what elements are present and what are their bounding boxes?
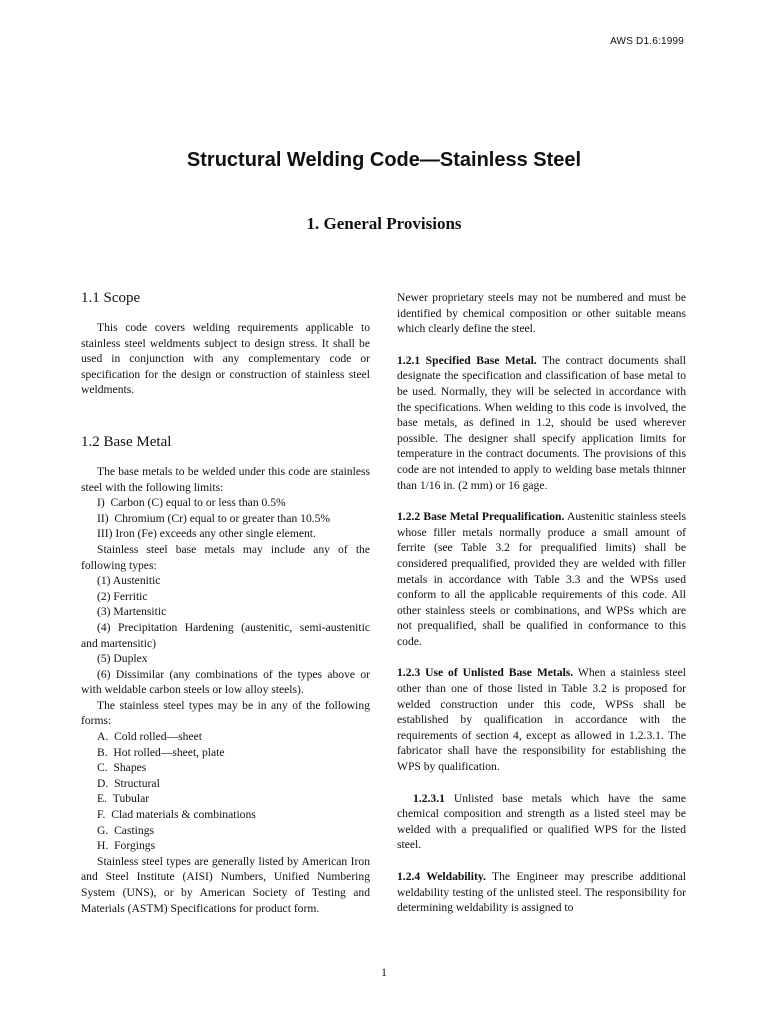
chapter-title: 1. General Provisions [306,214,462,233]
listing-paragraph: Stainless steel types are generally listed by American Iron and Steel Institute (AISI) Numbers, Unified Numbering System (UNS), or by American Society of Testing and Materials (ASTM) Specifications for product form. [81,854,370,915]
section-1-2-3-1-text: Unlisted base metals which have the same chemical composition and strength as a listed steel may be welded with a prequalified or qualified WPS for the listed steel. [397,791,686,852]
types-intro: Stainless steel base metals may include any of the following types: [81,542,370,572]
form-item: G. Castings [97,823,155,837]
section-1-2-3-text: When a stainless steel other than one of those listed in Table 3.2 is proposed for welded construction under this code, WPSs shall be established by qualification in accordance with the requirements of section 4, except as allowed in 1.2.3.1. The fabricator shall have the responsibility for establishing the WPS by qualification. [397,666,686,774]
type-item: (2) Ferritic [97,589,148,603]
section-1-2-3 [397,665,686,774]
section-1-2-4-heading: 1.2.4 Weldability. [397,870,486,883]
form-item: C. Shapes [97,761,147,775]
type-item: (1) Austenitic [97,574,161,588]
form-item: A. Cold rolled—sheet [97,730,202,744]
type-item: (6) Dissimilar (any combinations of the types above or with weldable carbon steels or low alloy steels). [81,667,370,697]
section-1-2-3-1 [397,791,686,853]
section-1-2-2-heading: 1.2.2 Base Metal Prequalification. [397,510,565,524]
section-1-2-4 [397,869,686,916]
form-item: E. Tubular [97,792,150,806]
forms-intro: The stainless steel types may be in any of the following forms: [81,698,370,728]
section-1-2-1-heading: 1.2.1 Specified Base Metal. [397,353,537,367]
scope-heading: 1.1 Scope [81,290,141,306]
base-metal-intro: The base metals to be welded under this code are stainless steel with the following limits: [81,464,370,494]
document-code-header: AWS D1.6:1999 [610,36,684,47]
limit-item: I) Carbon (C) equal to or less than 0.5% [97,496,286,510]
form-item: D. Structural [97,776,160,790]
type-item: (3) Martensitic [97,605,167,619]
form-item: H. Forgings [97,839,156,853]
document-title: Structural Welding Code—Stainless Steel [186,149,582,171]
base-metal-heading: 1.2 Base Metal [81,433,172,450]
left-column [81,288,370,916]
section-1-2-2-text: Austenitic stainless steels whose filler metals normally produce a small amount of ferrite (see Table 3.2 for prequalified limits) shall be considered prequalified, provided they are welded with filler metals in accordance with Table 3.3 and the WPSs used conform to all the applicable requirements of this code. All other stainless steels or combinations, and WPSs which are not prequalified, shall be qualified in conformance to this code. [397,510,687,648]
type-item: (4) Precipitation Hardening (austenitic, semi-austenitic and martensitic) [81,620,370,650]
form-item: B. Hot rolled—sheet, plate [97,745,225,759]
section-1-2-3-1-heading: 1.2.3.1 [413,791,445,805]
proprietary-steels-paragraph: Newer proprietary steels may not be numbered and must be identified by chemical composition or other suitable means which clearly define the steel. [397,291,686,336]
section-1-2-2 [397,509,686,649]
section-1-2-4-text: The Engineer may prescribe additional weldability testing of the unlisted steel. The responsibility for determining weldability is assigned to [397,870,686,915]
scope-paragraph: This code covers welding requirements applicable to stainless steel weldments subject to design stress. It shall be used in conjunction with any complementary code or specification for the design or construction of stainless steel weldments. [81,321,370,397]
limit-item: II) Chromium (Cr) equal to or greater than 10.5% [97,511,331,525]
right-column [397,290,686,916]
page-number: 1 [381,965,387,979]
section-1-2-3-heading: 1.2.3 Use of Unlisted Base Metals. [397,666,574,680]
section-1-2-1 [397,353,686,493]
form-item: F. Clad materials & combinations [97,808,256,822]
type-item: (5) Duplex [97,652,148,666]
section-1-2-1-text: The contract documents shall designate the specification and classification of base metal to be used. Normally, they will be selected in accordance with the specifications. When welding to this code is involved, the base metals, as defined in 1.2, should be used wherever possible. The designer shall specify application limits for temperature in the contract documents. The provisions of this code are not intended to apply to welding base metals thinner than 1/16 in. (2 mm) or 16 gage. [397,353,686,492]
limit-item: III) Iron (Fe) exceeds any other single element. [97,527,316,541]
